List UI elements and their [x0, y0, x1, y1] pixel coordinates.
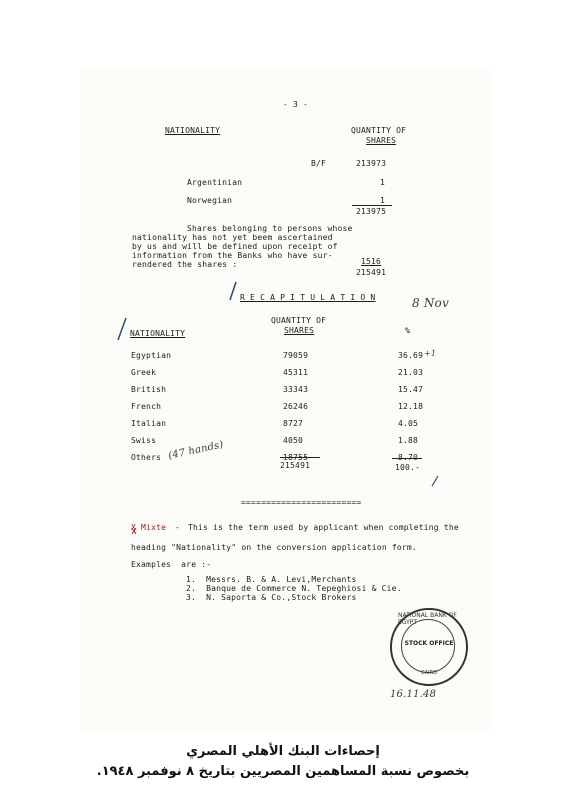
examples-label: Examples are :-	[131, 560, 212, 569]
handwritten-others-note: (47 hands)	[167, 439, 225, 462]
note-value: 1516	[361, 257, 382, 266]
recap-row-qty: 79059	[283, 351, 309, 360]
recap-row-name: French	[131, 402, 162, 411]
recap-col-percent: %	[405, 326, 411, 335]
top-row-value: 1	[380, 178, 386, 187]
stamp-ring-text: NATIONAL BANK OF EGYPT	[398, 612, 457, 626]
caption-subtitle: بخصوص نسبة المساهمين المصريين بتاريخ ٨ نوفمبر ١٩٤٨.	[96, 764, 470, 779]
handwritten-date-note: 8 Nov	[412, 296, 449, 310]
header-shares: SHARES	[366, 136, 397, 145]
tick-mark	[118, 318, 126, 340]
subtotal-top: 213975	[356, 207, 387, 216]
recap-row-name: Italian	[131, 419, 167, 428]
mixte-dash: -	[175, 523, 181, 532]
carry-label: B/F	[311, 159, 327, 168]
recap-row-qty: 26246	[283, 402, 309, 411]
recap-title: R E C A P I T U L A T I O N	[240, 293, 376, 302]
note-line: nationality has not yet beem ascertained	[132, 233, 333, 242]
top-row-name: Norwegian	[187, 196, 233, 205]
recap-row-name: British	[131, 385, 167, 394]
separator: ========================	[241, 498, 362, 507]
mixte-line2: heading "Nationality" on the conversion application form.	[131, 543, 417, 552]
header-nationality: NATIONALITY	[165, 126, 221, 135]
recap-row-qty: 8727	[283, 419, 304, 428]
page-number: - 3 -	[283, 100, 309, 109]
recap-row-qty: 33343	[283, 385, 309, 394]
header-quantity: QUANTITY OF	[351, 126, 407, 135]
bank-stamp	[390, 608, 468, 686]
recap-col-nationality: NATIONALITY	[130, 329, 186, 338]
recap-row-pct: 21.03	[398, 368, 424, 377]
recap-col-quantity: QUANTITY OF	[271, 316, 327, 325]
recap-row-name: Swiss	[131, 436, 157, 445]
mixte-label: X Mixte	[131, 523, 167, 532]
recap-col-shares: SHARES	[284, 326, 315, 335]
example-item: 1. Messrs. B. & A. Levi,Merchants	[186, 575, 357, 584]
recap-row-pct: 4.05	[398, 419, 419, 428]
recap-total-qty: 215491	[280, 461, 311, 470]
recap-row-pct: 1.88	[398, 436, 419, 445]
handwritten-date: 16.11.48	[390, 689, 437, 700]
recap-row-qty: 45311	[283, 368, 309, 377]
carry-value: 213973	[356, 159, 387, 168]
handwritten-egyptian-note: +1	[424, 349, 437, 358]
tick-mark	[230, 282, 236, 300]
recap-row-name: Egyptian	[131, 351, 172, 360]
top-row-name: Argentinian	[187, 178, 243, 187]
note-line: Shares belonging to persons whose	[187, 224, 353, 233]
note-line: by us and will be defined upon receipt of	[132, 242, 338, 251]
x-mark	[132, 528, 136, 534]
example-item: 3. N. Saporta & Co.,Stock Brokers	[186, 593, 357, 602]
mixte-line1: This is the term used by applicant when completing the	[188, 523, 459, 532]
recap-total-pct: 100.-	[395, 463, 421, 472]
recap-row-pct: 15.47	[398, 385, 424, 394]
recap-row-pct: 12.18	[398, 402, 424, 411]
tick-mark	[432, 476, 438, 486]
stamp-center-text: STOCK OFFICE	[404, 640, 454, 647]
total-top: 215491	[356, 268, 387, 277]
example-item: 2. Banque de Commerce N. Tepeghiosi & Cie.	[186, 584, 402, 593]
note-line: information from the Banks who have sur-	[132, 251, 333, 260]
caption-title: إحصاءات البنك الأهلي المصري	[186, 744, 380, 759]
stamp-bottom-text: CAIRO	[421, 670, 437, 676]
top-row-value: 1	[380, 196, 386, 205]
recap-row-name: Others	[131, 453, 162, 462]
recap-row-qty: 4050	[283, 436, 304, 445]
recap-row-name: Greek	[131, 368, 157, 377]
recap-row-pct: 36.69	[398, 351, 424, 360]
note-line: rendered the shares :	[132, 260, 238, 269]
